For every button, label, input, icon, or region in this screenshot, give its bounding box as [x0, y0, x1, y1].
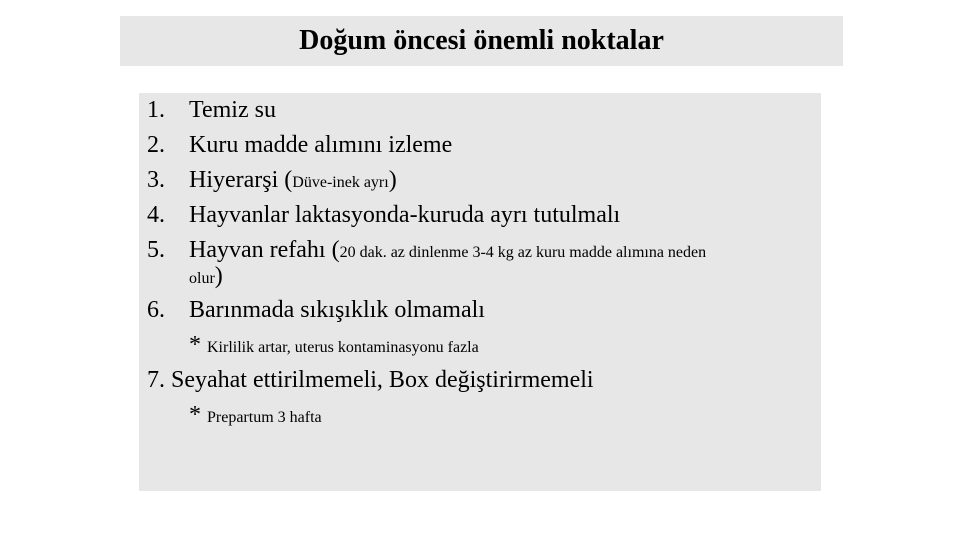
- item-text: Barınmada sıkışıklık olmamalı: [189, 297, 485, 323]
- item-small-text: 20 dak. az dinlenme 3-4 kg az kuru madde alımına neden: [339, 244, 707, 261]
- item-number: 2.: [147, 132, 165, 158]
- item-number: 1.: [147, 97, 165, 123]
- item-text-end: ): [214, 263, 223, 289]
- asterisk: *: [189, 402, 201, 428]
- subnote-text: Prepartum 3 hafta: [207, 409, 322, 426]
- item-text-group: [189, 166, 397, 197]
- item-text-group: [189, 236, 706, 267]
- item-number: 4.: [147, 202, 165, 228]
- subnote-group: [189, 401, 322, 432]
- item-number: 5.: [147, 237, 165, 263]
- subnote-text: Kirlilik artar, uterus kontaminasyonu fazla: [207, 339, 479, 356]
- item-text-group: [189, 262, 223, 293]
- item-text: Hiyerarşi (: [189, 167, 293, 193]
- item-small-text: olur: [189, 270, 215, 287]
- item-number: 6.: [147, 297, 165, 323]
- asterisk: *: [189, 332, 201, 358]
- item-text: Hayvan refahı (: [189, 237, 340, 263]
- item-text-end: ): [388, 167, 397, 193]
- item-text: Temiz su: [189, 97, 276, 123]
- title-bar: [120, 16, 843, 66]
- slide-title: Doğum öncesi önemli noktalar: [299, 25, 664, 56]
- item-small-text: Düve-inek ayrı: [292, 174, 389, 191]
- content-box: [139, 93, 821, 491]
- item-number: 3.: [147, 167, 165, 193]
- item-text: 7. Seyahat ettirilmemeli, Box değiştirirmemeli: [147, 367, 594, 393]
- subnote-group: [189, 331, 479, 362]
- item-text: Hayvanlar laktasyonda-kuruda ayrı tutulmalı: [189, 202, 621, 228]
- item-text: Kuru madde alımını izleme: [189, 132, 453, 158]
